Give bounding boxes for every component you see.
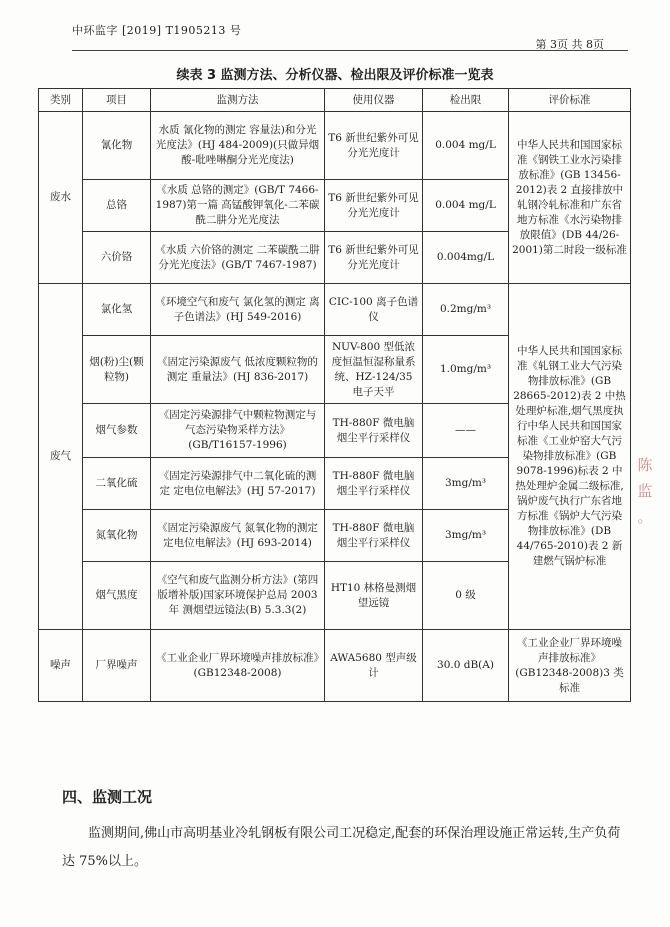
limit-cell: 3mg/m³	[423, 458, 509, 510]
col-header-instrument: 使用仪器	[325, 89, 423, 112]
item-cell: 氰化物	[83, 112, 151, 180]
limit-cell: 0 级	[423, 562, 509, 630]
col-header-standard: 评价标准	[509, 89, 631, 112]
table-header-row	[39, 89, 631, 112]
method-table	[38, 88, 631, 702]
instrument-cell: T6 新世纪紫外可见分光光度计	[325, 112, 423, 180]
method-cell: 《固定污染源排气中二氧化硫的测定 定电位电解法》(HJ 57-2017)	[151, 458, 325, 510]
method-cell: 《固定污染源废气 低浓度颗粒物的测定 重量法》(HJ 836-2017)	[151, 336, 325, 404]
instrument-cell: CIC-100 离子色谱仪	[325, 284, 423, 336]
method-cell: 《环境空气和废气 氯化氢的测定 离子色谱法》(HJ 549-2016)	[151, 284, 325, 336]
category-water: 废水	[39, 112, 83, 284]
method-cell: 《固定污染源废气 氮氧化物的测定 定电位电解法》(HJ 693-2014)	[151, 510, 325, 562]
instrument-cell: T6 新世纪紫外可见分光光度计	[325, 180, 423, 232]
instrument-cell: NUV-800 型低浓度恒温恒湿称量系统、HZ-124/35 电子天平	[325, 336, 423, 404]
limit-cell: 30.0 dB(A)	[423, 630, 509, 702]
col-header-method: 监测方法	[151, 89, 325, 112]
header-rule	[72, 50, 628, 51]
col-header-category: 类别	[39, 89, 83, 112]
item-cell: 六价铬	[83, 232, 151, 284]
limit-cell: 0.004mg/L	[423, 232, 509, 284]
table-row	[39, 630, 631, 702]
method-cell: 水质 氰化物的测定 容量法)和分光光度法》(HJ 484-2009)(只做异烟酸-吡唑啉酮分光光度法)	[151, 112, 325, 180]
category-gas: 废气	[39, 284, 83, 630]
standard-cell-water: 中华人民共和国国家标准《钢铁工业水污染排放标准》(GB 13456-2012)表 2 直接排放中轧钢冷轧标准和广东省地方标准《水污染物排放限值》(DB 44/26-2001)第二时段一级标准	[509, 112, 631, 284]
section-title: 四、监测工况	[62, 788, 153, 806]
item-cell: 烟气参数	[83, 404, 151, 458]
item-cell: 厂界噪声	[83, 630, 151, 702]
col-header-limit: 检出限	[423, 89, 509, 112]
item-cell: 烟(粉)尘(颗粒物)	[83, 336, 151, 404]
table-row	[39, 284, 631, 336]
instrument-cell: T6 新世纪紫外可见分光光度计	[325, 232, 423, 284]
table-row	[39, 112, 631, 180]
limit-cell: ——	[423, 404, 509, 458]
table-caption: 续表 3 监测方法、分析仪器、检出限及评价标准一览表	[176, 68, 494, 83]
limit-cell: 1.0mg/m³	[423, 336, 509, 404]
category-noise: 噪声	[39, 630, 83, 702]
limit-cell: 3mg/m³	[423, 510, 509, 562]
instrument-cell: TH-880F 微电脑烟尘平行采样仪	[325, 510, 423, 562]
limit-cell: 0.004 mg/L	[423, 180, 509, 232]
item-cell: 氯化氢	[83, 284, 151, 336]
method-cell: 《空气和废气监测分析方法》(第四版增补版)国家环境保护总局 2003年 测烟望远镜法(B) 5.3.3(2)	[151, 562, 325, 630]
item-cell: 二氧化硫	[83, 458, 151, 510]
instrument-cell: TH-880F 微电脑烟尘平行采样仪	[325, 458, 423, 510]
standard-cell-noise: 《工业企业厂界环境噪声排放标准》(GB12348-2008)3 类标准	[509, 630, 631, 702]
method-cell: 《水质 总铬的测定》(GB/T 7466-1987)第一篇 高锰酸钾氧化-二苯碳酰二肼分光光度法	[151, 180, 325, 232]
instrument-cell: TH-880F 微电脑烟尘平行采样仪	[325, 404, 423, 458]
limit-cell: 0.004 mg/L	[423, 112, 509, 180]
seal-stamp: 陈 监 。	[637, 456, 653, 526]
instrument-cell: HT10 林格曼测烟望远镜	[325, 562, 423, 630]
method-cell: 《固定污染源排气中颗粒物测定与气态污染物采样方法》(GB/T16157-1996)	[151, 404, 325, 458]
report-number: 中环监字 [2019] T1905213 号	[72, 24, 242, 37]
page-number: 第 3页 共 8页	[535, 38, 604, 51]
item-cell: 烟气黑度	[83, 562, 151, 630]
section-paragraph: 监测期间,佛山市高明基业冷轧钢板有限公司工况稳定,配套的环保治理设施正常运转,生产负荷达 75%以上。	[62, 826, 621, 869]
item-cell: 氮氧化物	[83, 510, 151, 562]
limit-cell: 0.2mg/m³	[423, 284, 509, 336]
item-cell: 总铬	[83, 180, 151, 232]
method-cell: 《水质 六价铬的测定 二苯碳酰二肼分光光度法》(GB/T 7467-1987)	[151, 232, 325, 284]
col-header-item: 项目	[83, 89, 151, 112]
method-cell: 《工业企业厂界环境噪声排放标准》(GB12348-2008)	[151, 630, 325, 702]
instrument-cell: AWA5680 型声级计	[325, 630, 423, 702]
standard-cell-gas: 中华人民共和国国家标准《轧钢工业大气污染物排放标准》(GB 28665-2012)表 2 中热处理炉标准,烟气黑度执行中华人民共和国国家标准《工业炉窑大气污染物排放标准》(GB 9078-1996)标表 2 中热处理炉金属二级标准,锅炉废气执行广东省地方标准《锅炉大气污染物排放标准》(DB 44/765-2010)表 2 新建燃气锅炉标准	[509, 284, 631, 630]
